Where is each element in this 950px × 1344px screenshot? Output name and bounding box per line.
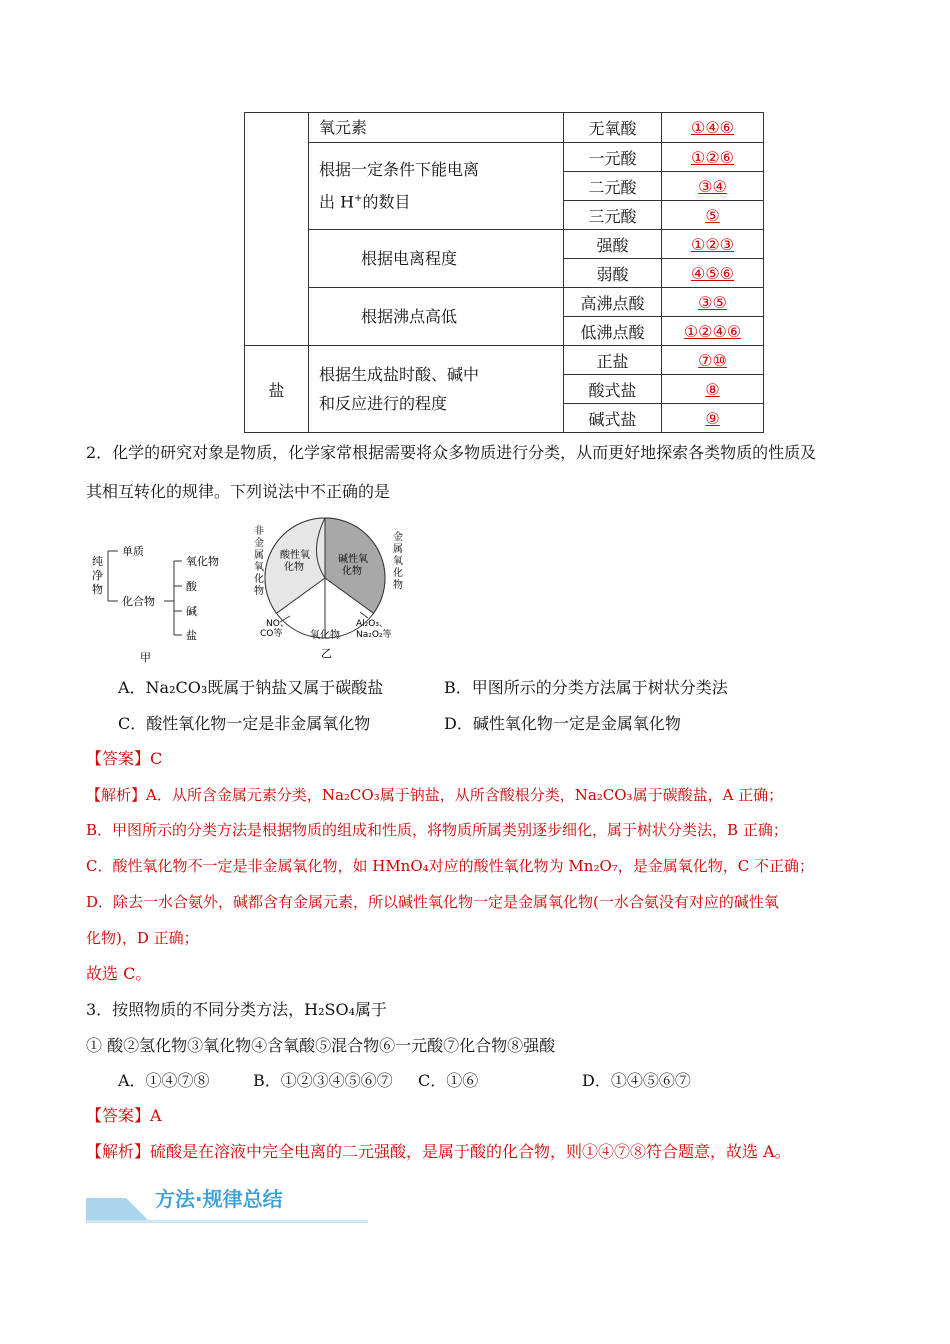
q2-stem-line2: 其相互转化的规律。下列说法中不正确的是 xyxy=(86,482,391,501)
pie-seg-label: 化物 xyxy=(284,562,304,573)
pie-note: Na₂O₂等 xyxy=(356,630,392,640)
tree-root-char: 物 xyxy=(92,583,103,596)
pie-label-char: 金 xyxy=(254,538,264,549)
pie-seg-label: 碱性氧 xyxy=(338,554,368,565)
answer-cell: ⑤ xyxy=(662,201,764,230)
pie-label-char: 物 xyxy=(393,580,403,591)
q2-conclusion: 故选 C。 xyxy=(86,964,152,983)
answer-cell: ⑧ xyxy=(662,375,764,404)
pie-note: NO、 xyxy=(266,619,289,629)
pie-seg-label: 酸性氧 xyxy=(280,550,310,561)
q3-answer: 【答案】A xyxy=(86,1106,162,1125)
basis-cell: 根据电离程度 xyxy=(309,230,564,288)
answer-cell: ①④⑥ xyxy=(662,113,764,143)
type-cell: 一元酸 xyxy=(564,143,662,172)
pie-label-char: 氧 xyxy=(254,562,264,573)
pie-note: CO等 xyxy=(260,629,283,639)
pie-label-char: 金 xyxy=(393,532,403,543)
q2-option-a: A．Na₂CO₃既属于钠盐又属于碳酸盐 xyxy=(118,678,384,697)
answer-cell: ①②⑥ xyxy=(662,143,764,172)
q2-explanation-line: B．甲图所示的分类方法是根据物质的组成和性质，将物质所属类别逐步细化，属于树状分类法，B 正确； xyxy=(86,821,788,839)
tree-node-base: 碱 xyxy=(186,605,197,618)
pie-note: Al₂O₃、 xyxy=(356,619,388,629)
q2-stem-line1: 2．化学的研究对象是物质，化学家常根据需要将众多物质进行分类，从而更好地探索各类物质的性质及 xyxy=(86,443,817,462)
q3-stem: 3．按照物质的不同分类方法，H₂SO₄属于 xyxy=(86,1000,388,1019)
q2-answer: 【答案】C xyxy=(86,749,163,768)
oxide-pie-diagram xyxy=(248,512,418,662)
q3-option-b: B．①②③④⑤⑥⑦ xyxy=(253,1071,393,1090)
tree-caption: 甲 xyxy=(140,651,151,664)
tree-node-compound: 化合物 xyxy=(122,595,155,608)
q3-option-d: D．①④⑤⑥⑦ xyxy=(582,1071,691,1090)
answer-cell: ①②③ xyxy=(662,230,764,259)
type-cell: 三元酸 xyxy=(564,201,662,230)
q3-option-a: A．①④⑦⑧ xyxy=(118,1071,210,1090)
type-cell: 低沸点酸 xyxy=(564,317,662,346)
type-cell: 无氧酸 xyxy=(564,113,662,143)
type-cell: 高沸点酸 xyxy=(564,288,662,317)
pie-label-char: 非 xyxy=(254,526,264,537)
basis-cell: 根据沸点高低 xyxy=(309,288,564,346)
tree-diagram xyxy=(84,525,244,667)
q2-explanation-line: D．除去一水合氨外，碱都含有金属元素，所以碱性氧化物一定是金属氧化物(一水合氨没有对应的碱性氧 xyxy=(86,893,779,911)
table-row xyxy=(245,288,764,317)
pie-caption: 乙 xyxy=(321,647,332,660)
pie-bottom-label: 氧化物 xyxy=(310,630,340,641)
type-cell: 二元酸 xyxy=(564,172,662,201)
type-cell: 强酸 xyxy=(564,230,662,259)
basis-cell: 氧元素 xyxy=(309,113,564,143)
answer-cell: ⑨ xyxy=(662,404,764,433)
q3-explanation: 【解析】硫酸是在溶液中完全电离的二元强酸，是属于酸的化合物，则①④⑦⑧符合题意，故选 A。 xyxy=(86,1142,791,1161)
category-cell: 盐 xyxy=(245,346,309,433)
pie-label-char: 氧 xyxy=(393,556,403,567)
q2-option-c: C．酸性氧化物一定是非金属氧化物 xyxy=(118,714,371,733)
basis-cell: 根据一定条件下能电离 出 H+的数目 xyxy=(309,143,564,230)
tree-node-acid: 酸 xyxy=(186,580,197,593)
type-cell: 酸式盐 xyxy=(564,375,662,404)
q2-explanation-line: C．酸性氧化物不一定是非金属氧化物，如 HMnO₄对应的酸性氧化物为 Mn₂O₇，是金属氧化物，C 不正确； xyxy=(86,857,815,875)
tree-node-oxide: 氧化物 xyxy=(186,555,219,568)
section-title: 方法·规律总结 xyxy=(155,1187,283,1211)
answer-cell: ③⑤ xyxy=(662,288,764,317)
table-row xyxy=(245,113,764,143)
tree-node-salt: 盐 xyxy=(186,629,197,642)
q3-option-c: C．①⑥ xyxy=(418,1071,479,1090)
pie-label-char: 化 xyxy=(393,568,403,579)
basis-cell: 根据生成盐时酸、碱中 和反应进行的程度 xyxy=(309,346,564,433)
classification-table xyxy=(244,112,764,433)
pie-label-char: 物 xyxy=(254,586,264,597)
tree-node-elemental: 单质 xyxy=(122,545,144,558)
q2-option-b: B．甲图所示的分类方法属于树状分类法 xyxy=(444,678,728,697)
type-cell: 碱式盐 xyxy=(564,404,662,433)
answer-cell: ⑦⑩ xyxy=(662,346,764,375)
category-cell xyxy=(245,113,309,346)
table-row xyxy=(245,346,764,375)
tree-root-char: 纯 xyxy=(92,555,103,568)
q2-option-d: D．碱性氧化物一定是金属氧化物 xyxy=(444,714,681,733)
q2-explanation-line: 【解析】A．从所含金属元素分类，Na₂CO₃属于钠盐，从所含酸根分类，Na₂CO₃属于碳酸盐，A 正确； xyxy=(86,786,784,804)
pie-label-char: 属 xyxy=(393,544,403,555)
tree-root-char: 净 xyxy=(92,569,103,582)
pie-label-char: 属 xyxy=(254,550,264,561)
q2-explanation-line: 化物)，D 正确； xyxy=(86,929,199,947)
pie-seg-label: 化物 xyxy=(342,566,362,577)
q3-items: ① 酸②氢化物③氧化物④含氧酸⑤混合物⑥一元酸⑦化合物⑧强酸 xyxy=(86,1036,556,1055)
answer-cell: ④⑤⑥ xyxy=(662,259,764,288)
type-cell: 弱酸 xyxy=(564,259,662,288)
pie-label-char: 化 xyxy=(254,574,264,585)
table-row xyxy=(245,230,764,259)
table-row xyxy=(245,143,764,172)
answer-cell: ③④ xyxy=(662,172,764,201)
answer-cell: ①②④⑥ xyxy=(662,317,764,346)
type-cell: 正盐 xyxy=(564,346,662,375)
